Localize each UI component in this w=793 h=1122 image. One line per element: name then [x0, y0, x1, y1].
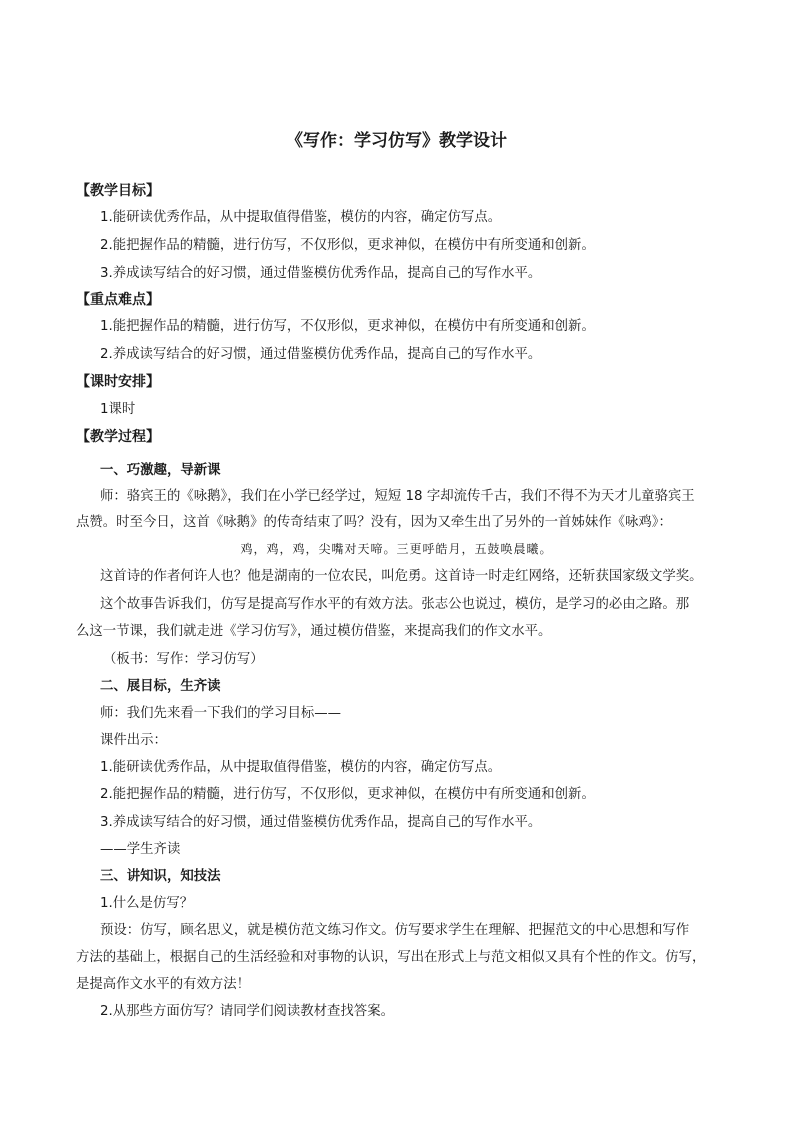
process-heading: 【教学过程】: [76, 429, 160, 445]
paragraph-line: 课件出示：: [100, 733, 167, 748]
step1-title: 一、巧激趣，导新课: [100, 463, 221, 478]
board-note: （板书：写作：学习仿写）: [103, 652, 264, 667]
paragraph-line: 预设：仿写，顾名思义，就是模仿范文练习作文。仿写要求学生在理解、把握范文的中心思想和写作: [100, 923, 690, 938]
key-item: 1.能把握作品的精髓，进行仿写，不仅形似，更求神似，在模仿中有所变通和创新。: [100, 319, 595, 334]
paragraph-line: 么这一节课，我们就走进《学习仿写》，通过模仿借鉴，来提高我们的作文水平。: [76, 624, 552, 639]
goal-item: 1.能研读优秀作品，从中提取值得借鉴，模仿的内容，确定仿写点。: [100, 210, 502, 225]
step3-title: 三、讲知识，知技法: [100, 869, 221, 884]
schedule-text: 1课时: [100, 402, 136, 417]
poem-line: 鸡，鸡，鸡，尖嘴对天啼。三更呼皓月，五鼓唤晨曦。: [240, 542, 553, 556]
goals-heading: 【教学目标】: [76, 183, 160, 199]
goal-item: 2.能把握作品的精髓，进行仿写，不仅形似，更求神似，在模仿中有所变通和创新。: [100, 238, 595, 253]
question-line: 1.什么是仿写？: [100, 896, 194, 911]
paragraph-line: 这个故事告诉我们，仿写是提高写作水平的有效方法。张志公也说过，模仿，是学习的必由之路。那: [100, 597, 690, 612]
schedule-heading: 【课时安排】: [76, 374, 160, 390]
goal-item: 3.养成读写结合的好习惯，通过借鉴模仿优秀作品，提高自己的写作水平。: [100, 266, 542, 281]
question-line: 2.从那些方面仿写？请同学们阅读教材查找答案。: [100, 1004, 394, 1019]
key-item: 2.养成读写结合的好习惯，通过借鉴模仿优秀作品，提高自己的写作水平。: [100, 347, 542, 362]
paragraph-line: ——学生齐读: [100, 842, 181, 857]
goal-item: 3.养成读写结合的好习惯，通过借鉴模仿优秀作品，提高自己的写作水平。: [100, 815, 542, 830]
goal-item: 1.能研读优秀作品，从中提取值得借鉴，模仿的内容，确定仿写点。: [100, 760, 502, 775]
paragraph-line: 方法的基础上，根据自己的生活经验和对事物的认识，写出在形式上与范文相似又具有个性的作文。仿写，: [76, 950, 706, 965]
paragraph-line: 点赞。时至今日，这首《咏鹅》的传奇结束了吗？没有，因为又牵生出了另外的一首姊妹作《咏鸡》：: [76, 515, 672, 530]
goal-item: 2.能把握作品的精髓，进行仿写，不仅形似，更求神似，在模仿中有所变通和创新。: [100, 787, 595, 802]
paragraph-line: 师：我们先来看一下我们的学习目标——: [100, 706, 342, 721]
step2-title: 二、展目标，生齐读: [100, 679, 221, 694]
paragraph-line: 是提高作文水平的有效方法！: [76, 977, 251, 992]
paragraph-line: 师：骆宾王的《咏鹅》，我们在小学已经学过，短短 18 字却流传千古，我们不得不为天才儿童骆宾王: [100, 489, 695, 504]
paragraph-line: 这首诗的作者何许人也？他是湖南的一位农民，叫危勇。这首诗一时走红网络，还斩获国家级文学奖。: [100, 569, 703, 584]
document-title: 《写作：学习仿写》教学设计: [286, 131, 507, 151]
key-heading: 【重点难点】: [76, 292, 160, 308]
